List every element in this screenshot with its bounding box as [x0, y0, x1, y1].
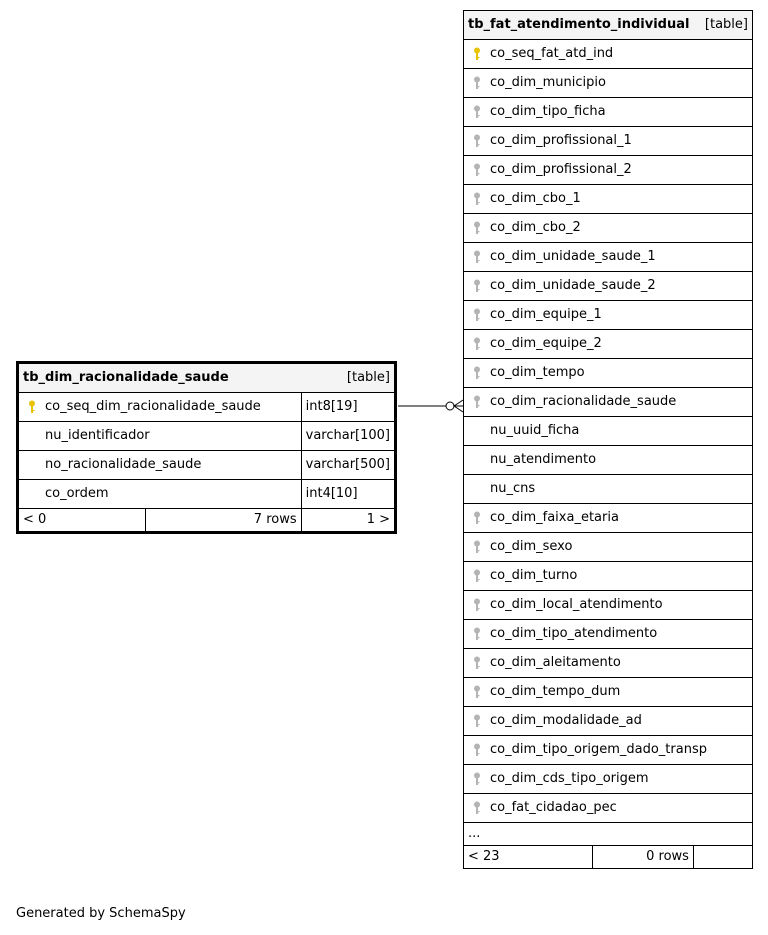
- column-type: varchar[500]: [301, 451, 395, 480]
- foreign-key-icon: [472, 714, 482, 728]
- column-row[interactable]: [464, 591, 753, 620]
- table-type-label: [table]: [704, 17, 748, 32]
- foreign-key-icon: [472, 627, 482, 641]
- column-row[interactable]: [464, 214, 753, 243]
- column-row[interactable]: [464, 649, 753, 678]
- parents-count[interactable]: < 23: [468, 849, 500, 864]
- column-name: [464, 69, 753, 98]
- column-name: [464, 301, 753, 330]
- column-row[interactable]: [464, 185, 753, 214]
- foreign-key-icon: [472, 598, 482, 612]
- table-title[interactable]: tb_fat_atendimento_individual: [468, 17, 690, 32]
- column-type: int8[19]: [301, 393, 395, 422]
- column-name-text: co_dim_cds_tipo_origem: [490, 771, 649, 786]
- column-name-text: co_dim_aleitamento: [490, 655, 621, 670]
- column-name: [464, 765, 753, 794]
- column-name: [464, 504, 753, 533]
- column-name-text: no_racionalidade_saude: [45, 457, 202, 472]
- column-type: int4[10]: [301, 480, 395, 509]
- column-name-text: co_dim_profissional_2: [490, 162, 632, 177]
- primary-key-icon: [27, 400, 37, 414]
- column-row[interactable]: [464, 794, 753, 823]
- column-name-text: co_dim_faixa_etaria: [490, 510, 619, 525]
- column-name-text: co_dim_sexo: [490, 539, 573, 554]
- column-name: [464, 40, 753, 69]
- more-columns-ellipsis: ...: [468, 826, 481, 841]
- column-name-text: co_dim_tempo: [490, 365, 585, 380]
- foreign-key-icon: [472, 656, 482, 670]
- foreign-key-icon: [472, 685, 482, 699]
- column-name-text: co_dim_tempo_dum: [490, 684, 621, 699]
- column-row[interactable]: [18, 393, 396, 422]
- column-type: varchar[100]: [301, 422, 395, 451]
- column-name: [464, 533, 753, 562]
- column-name-text: co_dim_racionalidade_saude: [490, 394, 677, 409]
- column-name-text: co_fat_cidadao_pec: [490, 800, 617, 815]
- column-row[interactable]: [464, 301, 753, 330]
- column-name: [18, 422, 302, 451]
- column-row[interactable]: [464, 156, 753, 185]
- column-name-text: co_dim_tipo_atendimento: [490, 626, 658, 641]
- column-name-text: co_seq_dim_racionalidade_saude: [45, 399, 261, 414]
- column-row[interactable]: [464, 127, 753, 156]
- children-count[interactable]: 1 >: [301, 509, 395, 533]
- foreign-key-icon: [472, 76, 482, 90]
- foreign-key-icon: [472, 743, 482, 757]
- column-name-text: nu_cns: [490, 481, 536, 496]
- foreign-key-icon: [472, 395, 482, 409]
- column-row[interactable]: [464, 620, 753, 649]
- column-name-text: co_dim_local_atendimento: [490, 597, 663, 612]
- parents-count[interactable]: < 0: [23, 512, 47, 527]
- column-row[interactable]: [18, 422, 396, 451]
- column-name: [464, 794, 753, 823]
- column-name: [464, 185, 753, 214]
- column-name: [464, 243, 753, 272]
- column-name: [464, 330, 753, 359]
- column-row[interactable]: [464, 388, 753, 417]
- column-name: [464, 359, 753, 388]
- column-row[interactable]: [464, 562, 753, 591]
- column-name: [18, 451, 302, 480]
- foreign-key-icon: [472, 511, 482, 525]
- table-footer: [18, 509, 396, 533]
- table-tb-fat-atendimento-individual: [463, 10, 753, 869]
- column-name: [464, 736, 753, 765]
- column-row[interactable]: [464, 417, 753, 446]
- column-row[interactable]: [464, 330, 753, 359]
- column-name-text: co_dim_profissional_1: [490, 133, 632, 148]
- column-name-text: co_seq_fat_atd_ind: [490, 46, 614, 61]
- column-name-text: nu_identificador: [45, 428, 150, 443]
- column-row[interactable]: [18, 451, 396, 480]
- generated-by-text: Generated by SchemaSpy: [16, 906, 186, 921]
- foreign-key-icon: [472, 134, 482, 148]
- table-title[interactable]: tb_dim_racionalidade_saude: [23, 370, 229, 385]
- column-name-text: nu_uuid_ficha: [490, 423, 580, 438]
- column-name-text: co_dim_equipe_2: [490, 336, 602, 351]
- children-count: [693, 846, 752, 869]
- foreign-key-icon: [472, 772, 482, 786]
- column-row[interactable]: [464, 40, 753, 69]
- column-name-text: co_dim_cbo_1: [490, 191, 581, 206]
- table-header: [464, 11, 753, 40]
- column-name: [464, 98, 753, 127]
- column-name: [464, 678, 753, 707]
- column-name: [464, 214, 753, 243]
- column-row[interactable]: [464, 504, 753, 533]
- column-row[interactable]: [464, 678, 753, 707]
- foreign-key-icon: [472, 308, 482, 322]
- column-name-text: co_dim_unidade_saude_1: [490, 249, 656, 264]
- column-name-text: co_dim_modalidade_ad: [490, 713, 642, 728]
- table-name[interactable]: [464, 11, 694, 40]
- foreign-key-icon: [472, 105, 482, 119]
- foreign-key-icon: [472, 801, 482, 815]
- table-header: [18, 363, 396, 393]
- column-name-text: co_ordem: [45, 486, 109, 501]
- column-name: [464, 272, 753, 301]
- column-name: [18, 393, 302, 422]
- table-name[interactable]: [18, 363, 302, 393]
- column-name-text: co_dim_unidade_saude_2: [490, 278, 656, 293]
- column-row[interactable]: [18, 480, 396, 509]
- column-name: [18, 480, 302, 509]
- column-name: [464, 591, 753, 620]
- column-row[interactable]: [464, 359, 753, 388]
- column-name-text: co_dim_equipe_1: [490, 307, 602, 322]
- row-count: 7 rows: [146, 509, 301, 533]
- foreign-key-icon: [472, 163, 482, 177]
- column-name: [464, 127, 753, 156]
- column-name-text: co_dim_turno: [490, 568, 578, 583]
- column-name-text: co_dim_tipo_origem_dado_transp: [490, 742, 707, 757]
- column-row[interactable]: [464, 765, 753, 794]
- foreign-key-icon: [472, 221, 482, 235]
- foreign-key-icon: [472, 250, 482, 264]
- column-name: [464, 156, 753, 185]
- column-name-text: co_dim_cbo_2: [490, 220, 581, 235]
- foreign-key-icon: [472, 279, 482, 293]
- foreign-key-icon: [472, 192, 482, 206]
- column-name-text: co_dim_tipo_ficha: [490, 104, 606, 119]
- foreign-key-icon: [472, 569, 482, 583]
- primary-key-icon: [472, 47, 482, 61]
- column-row[interactable]: [464, 69, 753, 98]
- column-row[interactable]: [464, 707, 753, 736]
- column-row[interactable]: [464, 533, 753, 562]
- table-footer: [464, 846, 753, 869]
- column-name-text: nu_atendimento: [490, 452, 597, 467]
- column-row[interactable]: [464, 446, 753, 475]
- column-name: [464, 417, 753, 446]
- table-type-label: [table]: [346, 370, 390, 385]
- column-name: [464, 388, 753, 417]
- column-name: [464, 649, 753, 678]
- column-name: [464, 446, 753, 475]
- column-name-text: co_dim_municipio: [490, 75, 606, 90]
- column-row[interactable]: [464, 243, 753, 272]
- foreign-key-icon: [472, 540, 482, 554]
- foreign-key-icon: [472, 337, 482, 351]
- foreign-key-icon: [472, 366, 482, 380]
- column-name: [464, 562, 753, 591]
- column-row[interactable]: [464, 98, 753, 127]
- column-row[interactable]: [464, 475, 753, 504]
- table-tb-dim-racionalidade-saude: [16, 361, 397, 534]
- column-row[interactable]: [464, 736, 753, 765]
- row-count: 0 rows: [593, 846, 694, 869]
- more-columns-row: [464, 823, 753, 846]
- column-name: [464, 475, 753, 504]
- column-name: [464, 620, 753, 649]
- column-row[interactable]: [464, 272, 753, 301]
- column-name: [464, 707, 753, 736]
